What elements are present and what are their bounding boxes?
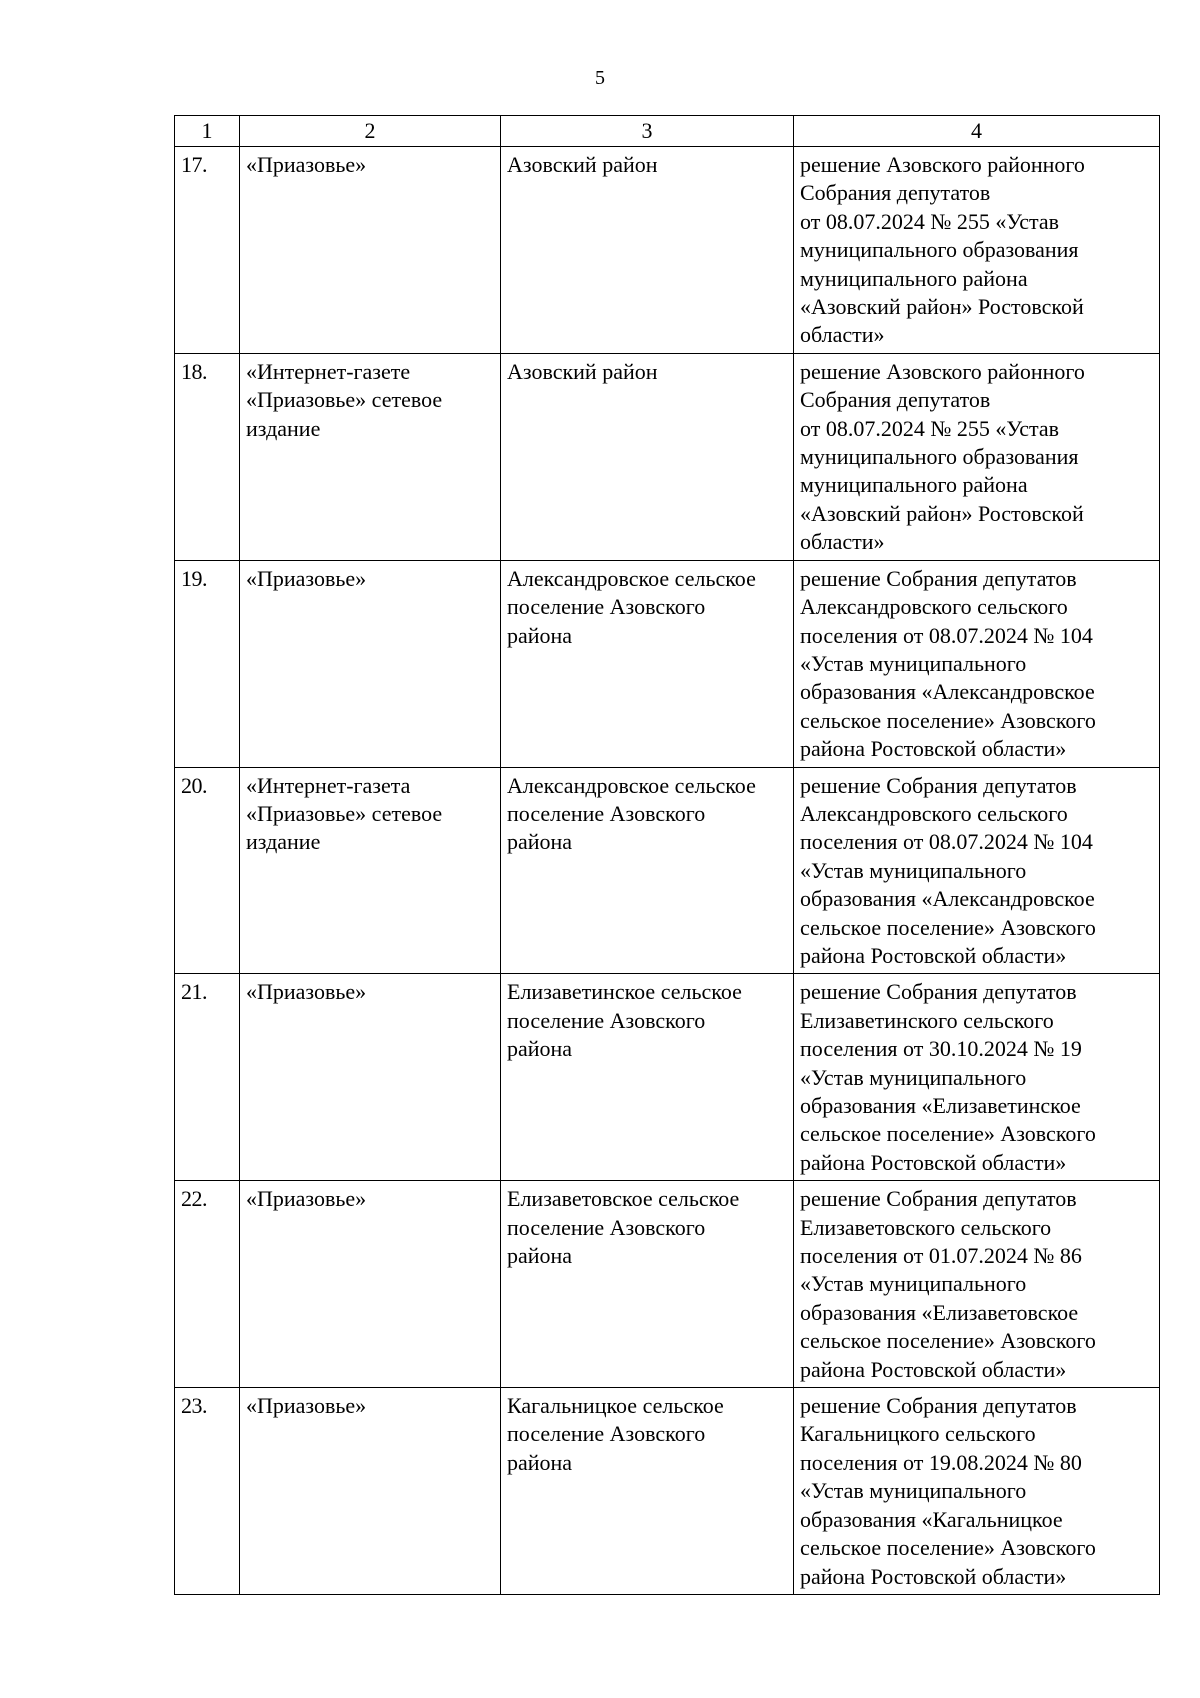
decision-text: решение Собрания депутатов Елизаветинского сельского поселения от 30.10.2024 № 19 «Устав муниципального образования «Елизаветинское сельское поселение» Азовского района Ростовской области» <box>800 979 1096 1175</box>
decision-cell <box>794 560 1160 767</box>
table-body <box>175 147 1160 1595</box>
row-number-cell <box>175 1388 240 1595</box>
decision-cell <box>794 1388 1160 1595</box>
territory-cell <box>501 974 794 1181</box>
territory-cell <box>501 560 794 767</box>
territory: Азовский район <box>507 358 658 384</box>
row-number: 18. <box>181 358 207 384</box>
row-number-cell <box>175 767 240 974</box>
table-row <box>175 353 1160 560</box>
publication-name: «Интернет-газете «Приазовье» сетевое издание <box>246 358 443 441</box>
publication-name: «Приазовье» <box>246 1393 367 1419</box>
registry-table <box>174 115 1160 1595</box>
publication-name-cell <box>240 974 501 1181</box>
territory: Елизаветовское сельское поселение Азовского района <box>507 1186 740 1269</box>
column-header-3: 3 <box>501 116 794 147</box>
row-number-cell <box>175 560 240 767</box>
territory: Александровское сельское поселение Азовского района <box>507 772 756 855</box>
table-row <box>175 974 1160 1181</box>
territory-cell <box>501 1388 794 1595</box>
row-number: 21. <box>181 979 207 1005</box>
territory: Кагальницкое сельское поселение Азовского района <box>507 1393 724 1475</box>
decision-cell <box>794 974 1160 1181</box>
publication-name: «Приазовье» <box>246 979 367 1005</box>
territory: Александровское сельское поселение Азовского района <box>507 565 756 648</box>
publication-name-cell <box>240 353 501 560</box>
decision-text: решение Азовского районного Собрания депутатов от 08.07.2024 № 255 «Устав муниципального образования муниципального района «Азовский район» Ростовской области» <box>800 152 1085 348</box>
row-number: 19. <box>181 565 207 591</box>
decision-cell <box>794 147 1160 354</box>
page-number: 5 <box>595 67 605 89</box>
publication-name: «Приазовье» <box>246 1186 367 1212</box>
decision-text: решение Азовского районного Собрания депутатов от 08.07.2024 № 255 «Устав муниципального образования муниципального района «Азовский район» Ростовской области» <box>800 358 1085 555</box>
table-row <box>175 767 1160 974</box>
row-number-cell <box>175 974 240 1181</box>
decision-text: решение Собрания депутатов Елизаветовского сельского поселения от 01.07.2024 № 86 «Устав муниципального образования «Елизаветовское сельское поселение» Азовского района Ростовской области» <box>800 1186 1096 1382</box>
row-number: 20. <box>181 772 207 798</box>
territory: Елизаветинское сельское поселение Азовского района <box>507 979 742 1062</box>
decision-text: решение Собрания депутатов Кагальницкого сельского поселения от 19.08.2024 № 80 «Устав муниципального образования «Кагальницкое сельское поселение» Азовского района Ростовской области» <box>800 1393 1096 1589</box>
table-header-row <box>175 116 1160 147</box>
row-number: 23. <box>181 1393 207 1419</box>
column-header-2: 2 <box>240 116 501 147</box>
row-number-cell <box>175 147 240 354</box>
table-row <box>175 1181 1160 1388</box>
territory: Азовский район <box>507 152 658 177</box>
decision-text: решение Собрания депутатов Александровского сельского поселения от 08.07.2024 № 104 «Устав муниципального образования «Александровское сельское поселение» Азовского района Ростовской области» <box>800 565 1096 762</box>
decision-cell <box>794 353 1160 560</box>
decision-cell <box>794 767 1160 974</box>
publication-name: «Интернет-газета «Приазовье» сетевое издание <box>246 772 443 855</box>
table-row <box>175 147 1160 354</box>
publication-name-cell <box>240 560 501 767</box>
territory-cell <box>501 147 794 354</box>
row-number-cell <box>175 1181 240 1388</box>
publication-name-cell <box>240 147 501 354</box>
publication-name: «Приазовье» <box>246 565 367 591</box>
publication-name-cell <box>240 767 501 974</box>
publication-name-cell <box>240 1181 501 1388</box>
decision-cell <box>794 1181 1160 1388</box>
territory-cell <box>501 1181 794 1388</box>
publication-name-cell <box>240 1388 501 1595</box>
decision-text: решение Собрания депутатов Александровского сельского поселения от 08.07.2024 № 104 «Устав муниципального образования «Александровское сельское поселение» Азовского района Ростовской области» <box>800 772 1096 968</box>
row-number-cell <box>175 353 240 560</box>
row-number: 17. <box>181 152 207 177</box>
publication-name: «Приазовье» <box>246 152 367 177</box>
territory-cell <box>501 767 794 974</box>
row-number: 22. <box>181 1186 207 1212</box>
table-row <box>175 560 1160 767</box>
column-header-1: 1 <box>175 116 240 147</box>
table-row <box>175 1388 1160 1595</box>
territory-cell <box>501 353 794 560</box>
column-header-4: 4 <box>794 116 1160 147</box>
